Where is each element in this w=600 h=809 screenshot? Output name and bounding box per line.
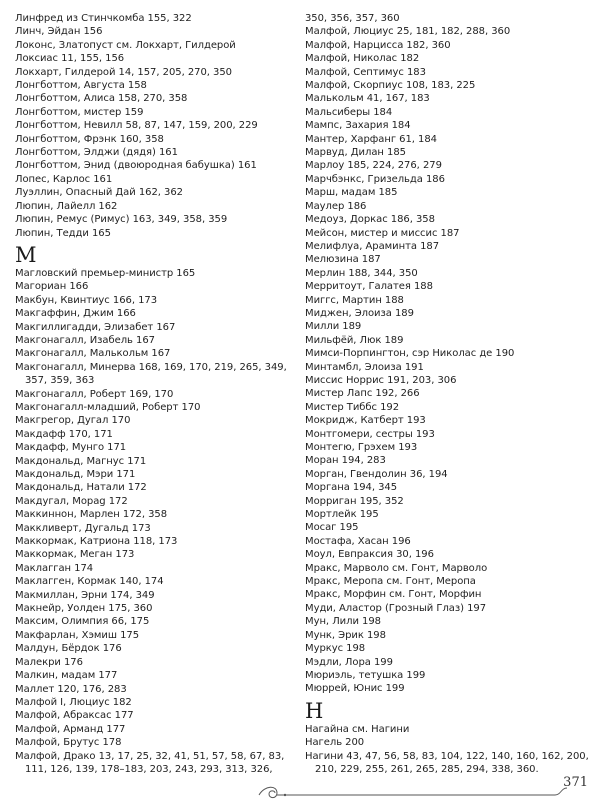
- index-entry: Маллет 120, 176, 283: [15, 683, 127, 695]
- index-entry: Муркус 198: [305, 643, 366, 655]
- index-entry: Милли 189: [305, 321, 362, 333]
- index-entry: Макгонагалл, Роберт 169, 170: [15, 388, 174, 400]
- index-entry: Маккормак, Катриона 118, 173: [15, 536, 178, 548]
- index-entry: Мосаг 195: [305, 522, 359, 534]
- index-entry: Маулер 186: [305, 200, 367, 212]
- index-entry: Малфой, Драко 13, 17, 25, 32, 41, 51, 57, 58, 67, 83, 111, 126, 139, 178–183, 203, 243, 293, 313, 326,: [15, 750, 285, 775]
- index-entry: Малфой, Нарцисса 182, 360: [305, 39, 451, 51]
- index-entry: Лопес, Карлос 161: [15, 173, 113, 185]
- index-entry: Макдугал, Морag 172: [15, 495, 128, 507]
- index-entry: Марлоу 185, 224, 276, 279: [305, 160, 442, 172]
- index-entry: Макдональд, Магнус 171: [15, 455, 147, 467]
- index-entry: Морган, Гвендолин 36, 194: [305, 468, 448, 480]
- index-entry: Малфой, Септимус 183: [305, 66, 426, 78]
- index-entry: Лонгботтом, мистер 159: [15, 106, 144, 118]
- index-entry: Мерлин 188, 344, 350: [305, 267, 418, 279]
- index-entry: Малфой, Арманд 177: [15, 723, 126, 735]
- index-entry: Малфой, Абраксас 177: [15, 710, 134, 722]
- index-entry: Мракс, Меропа см. Гонт, Меропа: [305, 576, 476, 588]
- index-entry: Марвуд, Дилан 185: [305, 147, 406, 159]
- index-entry: Лонгботтом, Невилл 58, 87, 147, 159, 200, 229: [15, 120, 258, 132]
- index-entry: Мунк, Эрик 198: [305, 629, 386, 641]
- index-entry: Малфой, Скорпиус 108, 183, 225: [305, 80, 476, 92]
- index-entry: Нагини 43, 47, 56, 58, 83, 104, 122, 140, 160, 162, 200, 210, 229, 255, 261, 265, 285, 294, 338, 360.: [305, 750, 589, 775]
- ornament-flourish-icon: [255, 771, 600, 809]
- index-entry: Макгрегор, Дугал 170: [15, 415, 131, 427]
- index-entry: Мильфёй, Люк 189: [305, 334, 404, 346]
- index-entry: Маклагган 174: [15, 562, 94, 574]
- index-entry: Миджен, Элоиза 189: [305, 307, 414, 319]
- index-entry: Нагайна см. Нагини: [305, 723, 410, 735]
- index-entry: Макгаффин, Джим 166: [15, 308, 136, 320]
- index-entry: Локсиас 11, 155, 156: [15, 53, 125, 65]
- index-entry: Макгонагалл, Малькольм 167: [15, 348, 171, 360]
- index-entry: Муди, Аластор (Грозный Глаз) 197: [305, 602, 487, 614]
- index-entry: Макгонагалл-младший, Роберт 170: [15, 401, 201, 413]
- section-letter-heading: Н: [305, 698, 324, 723]
- index-entry: Монтегю, Грэхем 193: [305, 442, 418, 453]
- index-entry: Макнейр, Уолден 175, 360: [15, 603, 153, 615]
- index-entry: Локхарт, Гилдерой 14, 157, 205, 270, 350: [15, 66, 232, 78]
- index-entry: Маккормак, Меган 173: [15, 549, 135, 561]
- index-entry: Моран 194, 283: [305, 455, 386, 467]
- index-entry: Луэллин, Опасный Дай 162, 362: [15, 187, 183, 199]
- index-entry: Мистер Лапс 192, 266: [305, 388, 420, 400]
- page-number: 371: [563, 775, 588, 790]
- index-entry: Моул, Евпраксия 30, 196: [305, 549, 434, 561]
- index-entry: Нагель 200: [305, 737, 365, 749]
- index-entry: Мокридж, Катберт 193: [305, 415, 426, 427]
- index-entry: Маклагген, Кормак 140, 174: [15, 576, 164, 588]
- index-entry: Мампс, Захария 184: [305, 120, 411, 132]
- index-entry: Мимси-Порпингтон, сэр Николас де 190: [305, 348, 515, 360]
- index-entry: Малфой, Люциус 25, 181, 182, 288, 360: [305, 26, 511, 38]
- index-entry: Мейсон, мистер и миссис 187: [305, 227, 460, 239]
- index-entry: Линч, Эйдан 156: [15, 26, 103, 38]
- index-entry: Мерритоут, Галатея 188: [305, 281, 433, 293]
- index-entry: Миссис Норрис 191, 203, 306: [305, 374, 457, 386]
- index-entry: Малкин, мадам 177: [15, 670, 118, 682]
- index-entry: Магловский премьер-министр 165: [15, 267, 196, 279]
- index-entry: Лонгботтом, Энид (двоюродная бабушка) 161: [15, 160, 257, 172]
- index-entry: Макдональд, Натали 172: [15, 482, 147, 494]
- index-entry: Лонгботтом, Алиса 158, 270, 358: [15, 93, 188, 105]
- index-entry: Малдун, Бёрдок 176: [15, 643, 122, 655]
- index-entry: Марчбэнкс, Гризельда 186: [305, 173, 445, 185]
- index-entry: Марш, мадам 185: [305, 187, 398, 199]
- index-entry: Мистер Тиббс 192: [305, 401, 400, 413]
- index-entry: Маккиннон, Марлен 172, 358: [15, 509, 168, 521]
- index-entry: Миггс, Мартин 188: [305, 294, 404, 306]
- index-entry: Малфой I, Люциус 182: [15, 696, 132, 708]
- page-footer: [255, 771, 600, 809]
- index-entry: Макгонагалл, Минерва 168, 169, 170, 219, 265, 349, 357, 359, 363: [15, 361, 287, 387]
- index-entry: Макфарлан, Хэмиш 175: [15, 629, 140, 641]
- index-entry: Лонгботтом, Августа 158: [15, 80, 147, 92]
- index-entry: Макдафф 170, 171: [15, 428, 113, 440]
- index-entry: Локонс, Златопуст см. Локхарт, Гилдерой: [15, 39, 236, 51]
- index-entry: Малфой, Брутус 178: [15, 737, 122, 749]
- index-entry: Макдональд, Мэри 171: [15, 469, 136, 480]
- index-entry: Лонгботтом, Элджи (дядя) 161: [15, 147, 178, 159]
- index-entry: Мюриэль, тетушка 199: [305, 669, 426, 681]
- index-entry: Люпин, Тедди 165: [15, 227, 111, 239]
- index-entry: Лонгботтом, Фрэнк 160, 358: [15, 133, 164, 145]
- index-entry: Монтгомери, сестры 193: [305, 428, 435, 440]
- index-entry: Мелюзина 187: [305, 254, 381, 266]
- index-entry: Макгонагалл, Изабель 167: [15, 334, 155, 346]
- section-letter-heading: М: [15, 242, 37, 267]
- index-entry: Мантер, Харфанг 61, 184: [305, 133, 437, 145]
- index-entry: Мальсиберы 184: [305, 106, 393, 118]
- index-entry: Малекри 176: [15, 656, 83, 668]
- index-entry: Люпин, Ремус (Римус) 163, 349, 358, 359: [15, 214, 228, 226]
- index-entry: Мэдли, Лора 199: [305, 656, 393, 668]
- index-entry: Мракс, Марволо см. Гонт, Марволо: [305, 562, 488, 574]
- index-entry: Маккливерт, Дугальд 173: [15, 522, 151, 534]
- index-entry: Моргана 194, 345: [305, 482, 398, 494]
- index-entry: Макмиллан, Эрни 174, 349: [15, 589, 155, 601]
- index-entry: Мортлейк 195: [305, 509, 379, 521]
- index-entry: 350, 356, 357, 360: [305, 13, 400, 24]
- index-entry: Малфой, Николас 182: [305, 53, 420, 65]
- index-entry: Мракс, Морфин см. Гонт, Морфин: [305, 589, 482, 601]
- index-entry: Магориан 166: [15, 281, 89, 293]
- index-entry: Малькольм 41, 167, 183: [305, 93, 430, 105]
- index-entry: Мун, Лили 198: [305, 616, 381, 628]
- index-entry: Минтамбл, Элоиза 191: [305, 361, 424, 373]
- index-entry: Медоуз, Доркас 186, 358: [305, 214, 435, 226]
- index-entry: Мюррей, Юнис 199: [305, 683, 405, 695]
- index-entry: Люпин, Лайелл 162: [15, 200, 118, 212]
- index-column-left: [15, 12, 297, 776]
- index-entry: Морриган 195, 352: [305, 495, 404, 507]
- index-entry: Макгиллигадди, Элизабет 167: [15, 321, 176, 333]
- index-entry: Мелифлуа, Араминта 187: [305, 240, 440, 252]
- index-entry: Мостафа, Хасан 196: [305, 535, 411, 547]
- index-column-right: [305, 12, 597, 776]
- index-entry: Максим, Олимпия 66, 175: [15, 616, 150, 628]
- index-entry: Макбун, Квинтиус 166, 173: [15, 294, 158, 306]
- index-entry: Макдафф, Мунго 171: [15, 442, 127, 454]
- index-entry: Линфред из Стинчкомба 155, 322: [15, 13, 192, 24]
